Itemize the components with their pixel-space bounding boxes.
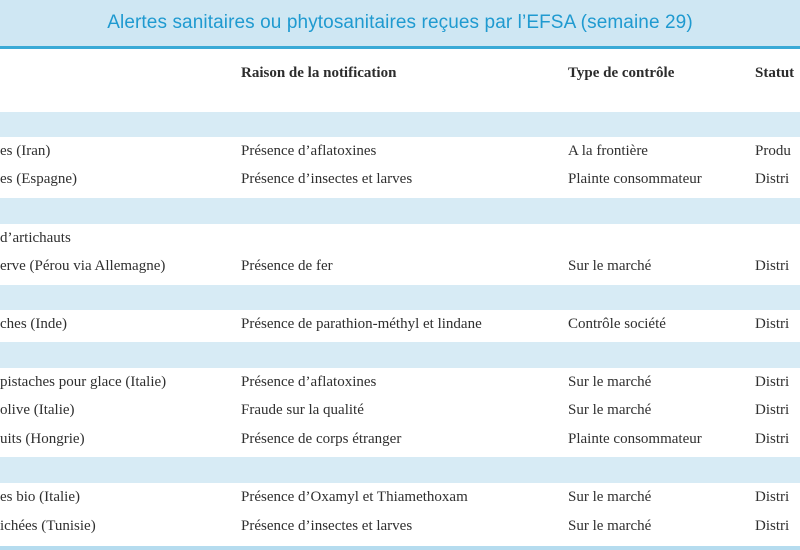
cell-reason: Présence de corps étranger (241, 431, 402, 447)
category-band (0, 198, 800, 224)
cell-product: ichées (Tunisie) (0, 518, 96, 534)
cell-reason: Fraude sur la qualité (241, 402, 364, 418)
cell-product: pistaches pour glace (Italie) (0, 374, 167, 390)
cell-control: A la frontière (568, 143, 648, 159)
cell-reason: Présence d’insectes et larves (241, 518, 413, 534)
cell-product: ches (Inde) (0, 316, 68, 332)
cell-status: Distri (755, 518, 790, 534)
cell-status: Distri (755, 489, 790, 505)
cell-control: Sur le marché (568, 402, 652, 418)
table-title: Alertes sanitaires ou phytosanitaires reçues par l’EFSA (semaine 29) (107, 12, 693, 33)
category-band (0, 112, 800, 137)
category-band (0, 342, 800, 368)
header-control: Type de contrôle (568, 65, 675, 81)
cell-status: Distri (755, 171, 790, 187)
table-row (0, 513, 800, 541)
cell-control: Sur le marché (568, 489, 652, 505)
cell-control: Sur le marché (568, 518, 652, 534)
cell-control: Sur le marché (568, 258, 652, 274)
table-row (0, 253, 800, 281)
cell-control: Sur le marché (568, 374, 652, 390)
cell-reason: Présence d’aflatoxines (241, 143, 377, 159)
table-row (0, 311, 800, 339)
cell-status: Distri (755, 258, 790, 274)
bottom-rule (0, 546, 800, 550)
cell-product: uits (Hongrie) (0, 431, 85, 447)
cell-reason: Présence d’insectes et larves (241, 171, 413, 187)
table-row (0, 138, 800, 166)
table-row (0, 369, 800, 397)
cell-status: Distri (755, 402, 790, 418)
cell-reason: Présence de fer (241, 258, 333, 274)
cell-status: Distri (755, 374, 790, 390)
cell-reason: Présence d’Oxamyl et Thiamethoxam (241, 489, 468, 505)
header-status: Statut (755, 65, 795, 81)
table-row (0, 426, 800, 454)
cell-status: Produ (755, 143, 791, 159)
table-title-bar (0, 0, 800, 49)
category-band (0, 457, 800, 483)
cell-control: Plainte consommateur (568, 431, 702, 447)
cell-product: es bio (Italie) (0, 489, 80, 505)
cell-product: es (Iran) (0, 143, 51, 159)
table-row (0, 397, 800, 425)
table-row (0, 166, 800, 194)
table-header (0, 49, 800, 109)
cell-reason: Présence de parathion-méthyl et lindane (241, 316, 482, 332)
cell-product: d’artichauts (0, 230, 71, 246)
cell-control: Plainte consommateur (568, 171, 702, 187)
category-band (0, 285, 800, 310)
table-row (0, 484, 800, 512)
header-reason: Raison de la notification (241, 65, 397, 81)
cell-product: erve (Pérou via Allemagne) (0, 258, 166, 274)
cell-product: es (Espagne) (0, 171, 78, 187)
cell-product: olive (Italie) (0, 402, 75, 418)
cell-status: Distri (755, 316, 790, 332)
cell-reason: Présence d’aflatoxines (241, 374, 377, 390)
cell-status: Distri (755, 431, 790, 447)
table-row (0, 225, 800, 253)
cell-control: Contrôle société (568, 316, 666, 332)
